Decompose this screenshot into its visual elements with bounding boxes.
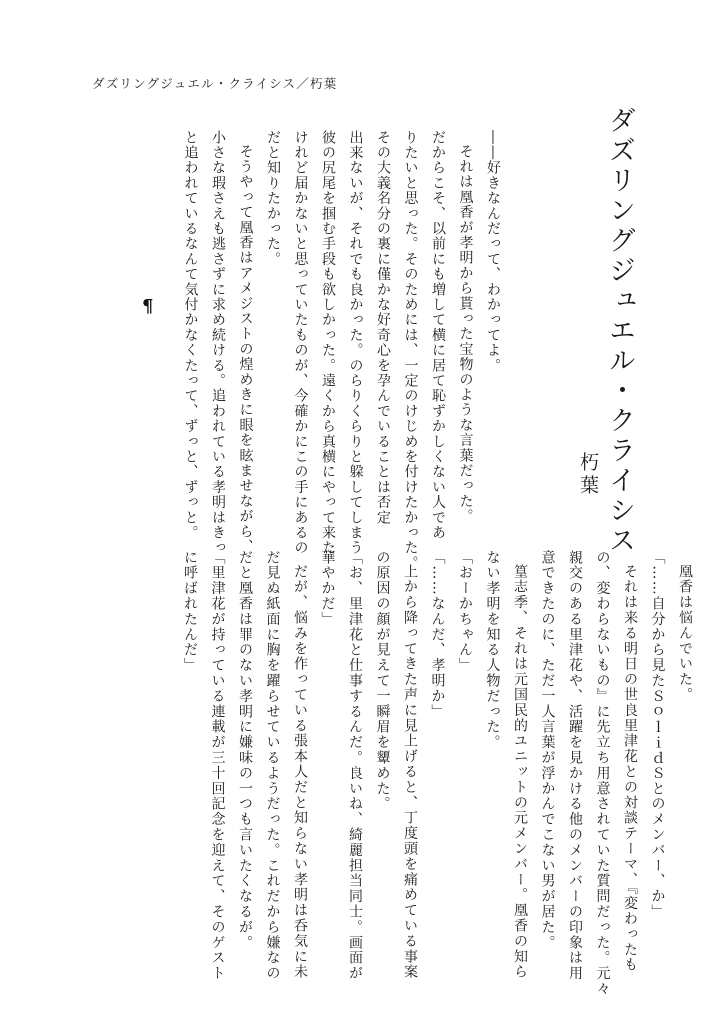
text-line: それは凰香が孝明から貰った宝物のような言葉だった。 (457, 144, 474, 524)
text-line: 上から降ってきた声に見上げると、丁度頭を痛めている事案 (402, 564, 418, 980)
running-header: ダズリングジュエル・クライシス／朽葉 (92, 76, 338, 91)
text-line: 「里津花が持っている連載が三十回記念を迎えて、そのゲスト (209, 550, 226, 982)
text-line: 「おーかちゃん」 (457, 550, 473, 674)
text-line: 「……自分から見たＳｏｌｉｄＳとのメンバー、か」 (649, 550, 666, 920)
text-line: に呼ばれたんだ」 (182, 550, 198, 674)
text-line: だと凰香は罪のない孝明に嫌味の一つも言いたくなるが。 (237, 550, 253, 951)
text-line: ――好きなんだって、わかってよ。 (485, 130, 501, 374)
text-line: そうやって凰香はアメジストの煌めきに眼を眩ませながら、 (237, 144, 254, 555)
text-line: りたいと思った。そのためには、一定のけじめを付けたかった。 (402, 130, 419, 571)
text-line: その大義名分の裏に僅かな好奇心を孕んでいることは否定 (375, 130, 391, 526)
text-line: 「お、里津花と仕事するんだ。良いね、綺麗担当同士。画面が (347, 550, 363, 982)
text-line: だからこそ、以前にも増して横に居て恥ずかしくない人であ (430, 130, 446, 541)
upper-text-block (182, 130, 506, 571)
story-title: ダズリングジュエル・クライシス (604, 106, 635, 556)
author-name: 朽葉 (577, 452, 599, 498)
text-line: だ見ぬ紙面に胸を躍らせているようだった。これだから嫌なの (264, 550, 281, 982)
text-line: 小さな瑕さえも逃さずに求め続ける。追われている孝明はきっ (210, 130, 226, 556)
lower-text-block (88, 550, 698, 997)
text-line: それは来る明日の世良里津花との対談テーマ、『変わったも (622, 564, 638, 973)
text-line: 「……なんだ、孝明か」 (429, 550, 446, 720)
text-line: ない孝明を知る人物だった。 (484, 550, 501, 751)
text-line: と追われているなんて気付かなくたって、ずっと、ずっと。 (182, 130, 199, 541)
text-line: 親交のある里津花や、活躍を見かける他のメンバーの印象は用 (567, 550, 583, 982)
pilcrow-mark: ¶ (142, 296, 154, 317)
text-line: だと知りたかった。 (265, 130, 281, 267)
text-line: 凰香は悩んでいた。 (677, 564, 693, 703)
text-line: 篁志季、それは元国民的ユニットの元メンバー。凰香の知ら (512, 564, 528, 980)
text-line: 彼の尻尾を掴む手段も欲しかった。遠くから真横にやって来た (320, 130, 336, 556)
text-line: の原因の顔が見えて一瞬眉を顰めた。 (374, 550, 391, 812)
text-line: 意できたのに、ただ一人言葉が浮かんでこない男が居た。 (539, 550, 556, 951)
text-line: けれど届かないと思っていたものが、今確かにこの手にあるの (292, 130, 309, 556)
text-line: 華やかだ」 (319, 550, 336, 627)
text-line: 出来ないが、それでも良かった。のらりくらりと躱してしまう (347, 130, 364, 556)
text-line: だが、悩みを作っている張本人だと知らない孝明は呑気に未 (292, 564, 308, 980)
text-line: の、変わらないもの』に先立ち用意されていた質問だった。元々 (594, 550, 611, 997)
